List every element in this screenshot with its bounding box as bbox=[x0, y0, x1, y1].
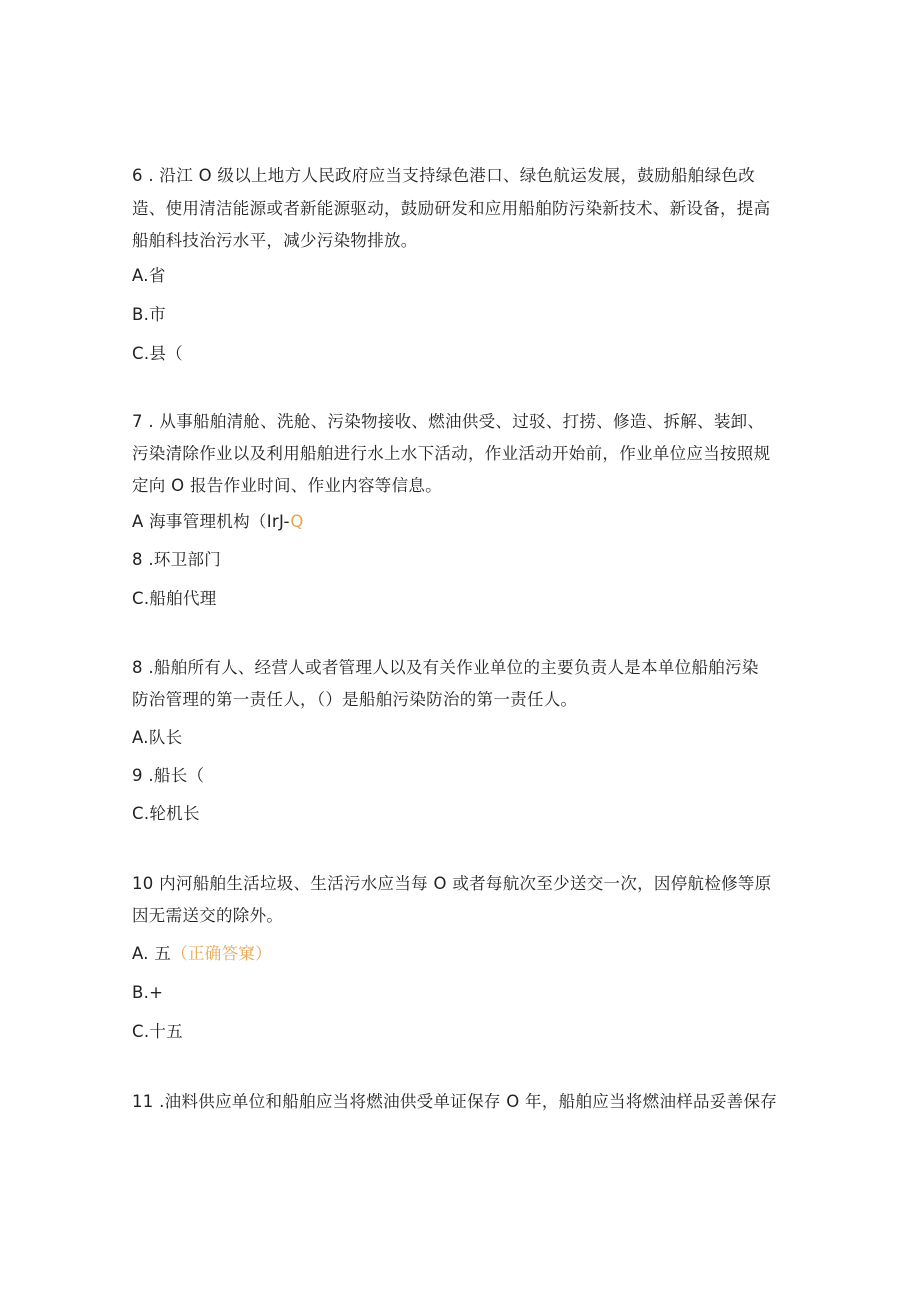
answer-mark: Q bbox=[290, 512, 304, 531]
option-text: A.队长 bbox=[132, 728, 183, 747]
answer-mark: （正确答窠） bbox=[171, 944, 272, 963]
question-7-option-a bbox=[132, 510, 304, 534]
question-7-line-1: 7 . 从事船舶清舱、洗舱、污染物接收、燃油供受、过驳、打捞、修造、拆解、装卸、 bbox=[132, 412, 765, 431]
question-8-line-1: 8 .船舶所有人、经营人或者管理人以及有关作业单位的主要负责人是本单位船舶污染 bbox=[132, 658, 759, 677]
option-text: 9 .船长（ bbox=[132, 766, 205, 785]
option-text: A.省 bbox=[132, 266, 166, 285]
question-7-line-2: 污染清除作业以及利用船舶进行水上水下活动，作业活动开始前，作业单位应当按照规 bbox=[132, 444, 771, 463]
question-10-option-c bbox=[132, 1020, 183, 1044]
option-text: B.市 bbox=[132, 305, 166, 324]
question-11-line-1: 11 .油料供应单位和船舶应当将燃油供受单证保存 O 年，船舶应当将燃油样品妥善保存 bbox=[132, 1092, 778, 1111]
question-8-line-2: 防治管理的第一责任人，（）是船舶污染防治的第一责任人。 bbox=[132, 690, 578, 709]
question-10-option-a bbox=[132, 942, 272, 966]
question-10-line-1: 10 内河船舶生活垃圾、生活污水应当每 O 或者每航次至少送交一次，因停航检修等原 bbox=[132, 874, 772, 893]
question-7-option-b bbox=[132, 548, 221, 572]
option-text: C.十五 bbox=[132, 1022, 183, 1041]
question-6-option-c bbox=[132, 342, 183, 366]
question-8-option-a bbox=[132, 726, 182, 750]
question-7-line-3: 定向 O 报告作业时间、作业内容等信息。 bbox=[132, 476, 442, 495]
question-6-option-a bbox=[132, 264, 166, 288]
question-8-option-c bbox=[132, 802, 200, 826]
question-6-line-2: 造、使用清洁能源或者新能源驱动，鼓励研发和应用船舶防污染新技术、新设备，提高 bbox=[132, 199, 771, 218]
question-8-option-b bbox=[132, 764, 204, 788]
question-6-option-b bbox=[132, 303, 166, 327]
question-6-line-3: 船舶科技治污水平，减少污染物排放。 bbox=[132, 231, 418, 250]
option-text: C.轮机长 bbox=[132, 804, 200, 823]
option-text: C.船舶代理 bbox=[132, 589, 217, 608]
option-text: A 海事管理机构（IrJ- bbox=[132, 512, 291, 531]
option-text: 8 .环卫部门 bbox=[132, 550, 222, 569]
option-text: C.县（ bbox=[132, 344, 183, 363]
question-10-option-b bbox=[132, 981, 163, 1005]
option-text: B.+ bbox=[132, 983, 164, 1002]
question-7-option-c bbox=[132, 587, 217, 611]
question-10-line-2: 因无需送交的除外。 bbox=[132, 906, 284, 925]
question-6-line-1: 6 . 沿江 O 级以上地方人民政府应当支持绿色港口、绿色航运发展，鼓励船舶绿色改 bbox=[132, 166, 756, 185]
option-text: A. 五 bbox=[132, 944, 172, 963]
